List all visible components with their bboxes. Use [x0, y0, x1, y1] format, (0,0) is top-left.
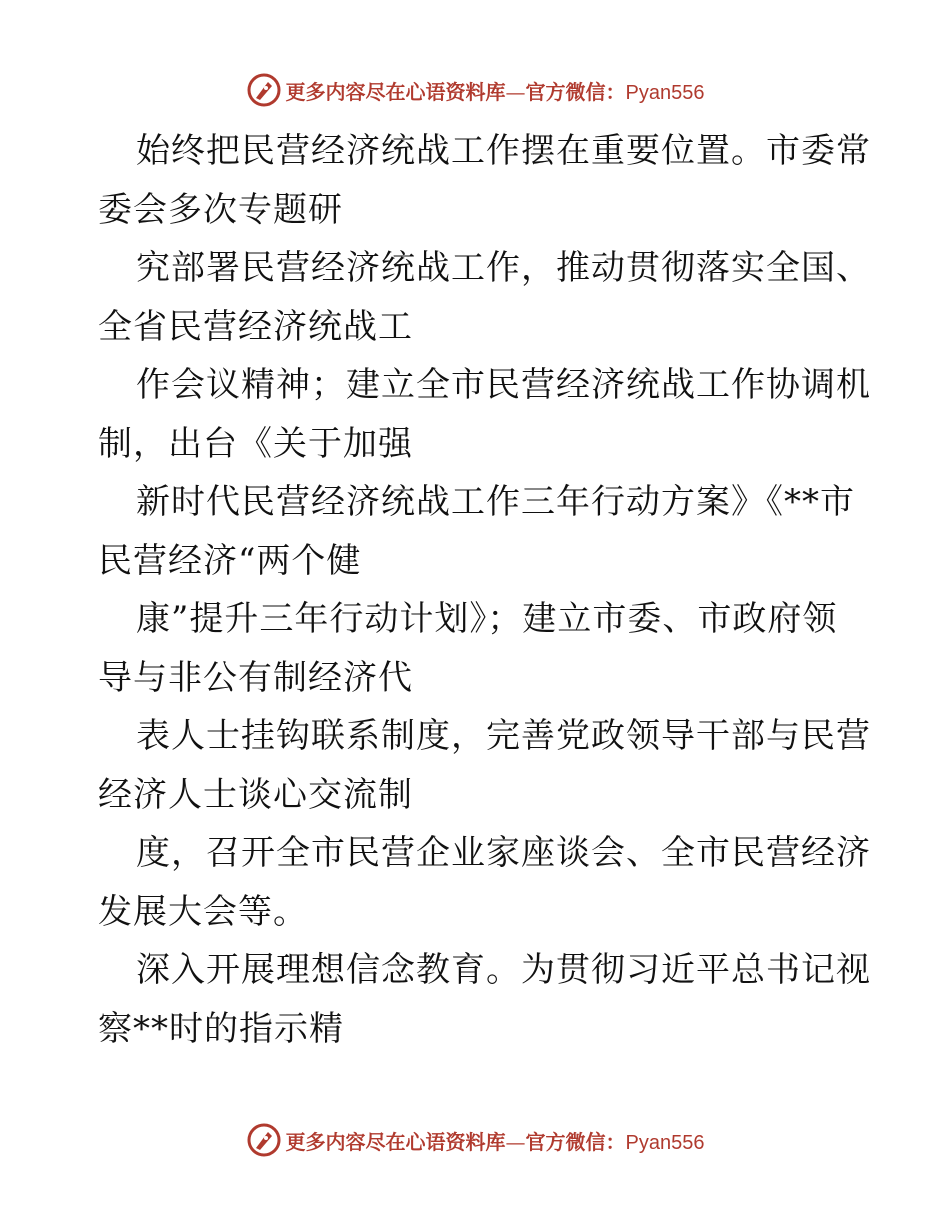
text-line: 深入开展理想信念教育。为贯彻习近平总书记视: [136, 950, 871, 990]
pen-nib-logo-icon: [246, 72, 282, 108]
text-line: 导与非公有制经济代: [98, 657, 413, 698]
text-line: 康”提升三年行动计划》；建立市委、市政府领: [136, 599, 838, 639]
text-line: 新时代民营经济统战工作三年行动方案》《**市: [136, 482, 855, 522]
text-line: 究部署民营经济统战工作，推动贯彻落实全国、: [136, 248, 871, 288]
banner-text: [286, 76, 705, 105]
text-line: 民营经济“两个健: [98, 540, 362, 581]
text-line: 作会议精神；建立全市民营经济统战工作协调机: [136, 365, 871, 405]
text-line: 经济人士谈心交流制: [98, 774, 413, 815]
text-line: 制，出台《关于加强: [98, 423, 413, 464]
banner-text: [286, 1126, 705, 1155]
text-line: 发展大会等。: [98, 891, 308, 932]
footer-watermark-banner: [0, 1120, 950, 1160]
banner-dash: —: [505, 79, 526, 104]
banner-wechat-id: Pyan556: [625, 1131, 705, 1154]
banner-main-text: 更多内容尽在心语资料库: [285, 1129, 506, 1154]
banner-main-text: 更多内容尽在心语资料库: [285, 79, 506, 104]
text-line: 始终把民营经济统战工作摆在重要位置。市委常: [136, 131, 871, 171]
header-watermark-banner: [0, 70, 950, 110]
banner-dash: —: [505, 1129, 526, 1154]
banner-label: 官方微信：: [525, 79, 626, 104]
text-line: 委会多次专题研: [98, 189, 343, 230]
banner-wechat-id: Pyan556: [625, 81, 705, 104]
banner-label: 官方微信：: [525, 1129, 626, 1154]
document-body: [98, 122, 871, 1058]
text-line: 表人士挂钩联系制度，完善党政领导干部与民营: [136, 716, 871, 756]
pen-nib-logo-icon: [246, 1122, 282, 1158]
text-line: 察**时的指示精: [98, 1008, 344, 1049]
text-line: 全省民营经济统战工: [98, 306, 413, 347]
text-line: 度，召开全市民营企业家座谈会、全市民营经济: [136, 833, 871, 873]
